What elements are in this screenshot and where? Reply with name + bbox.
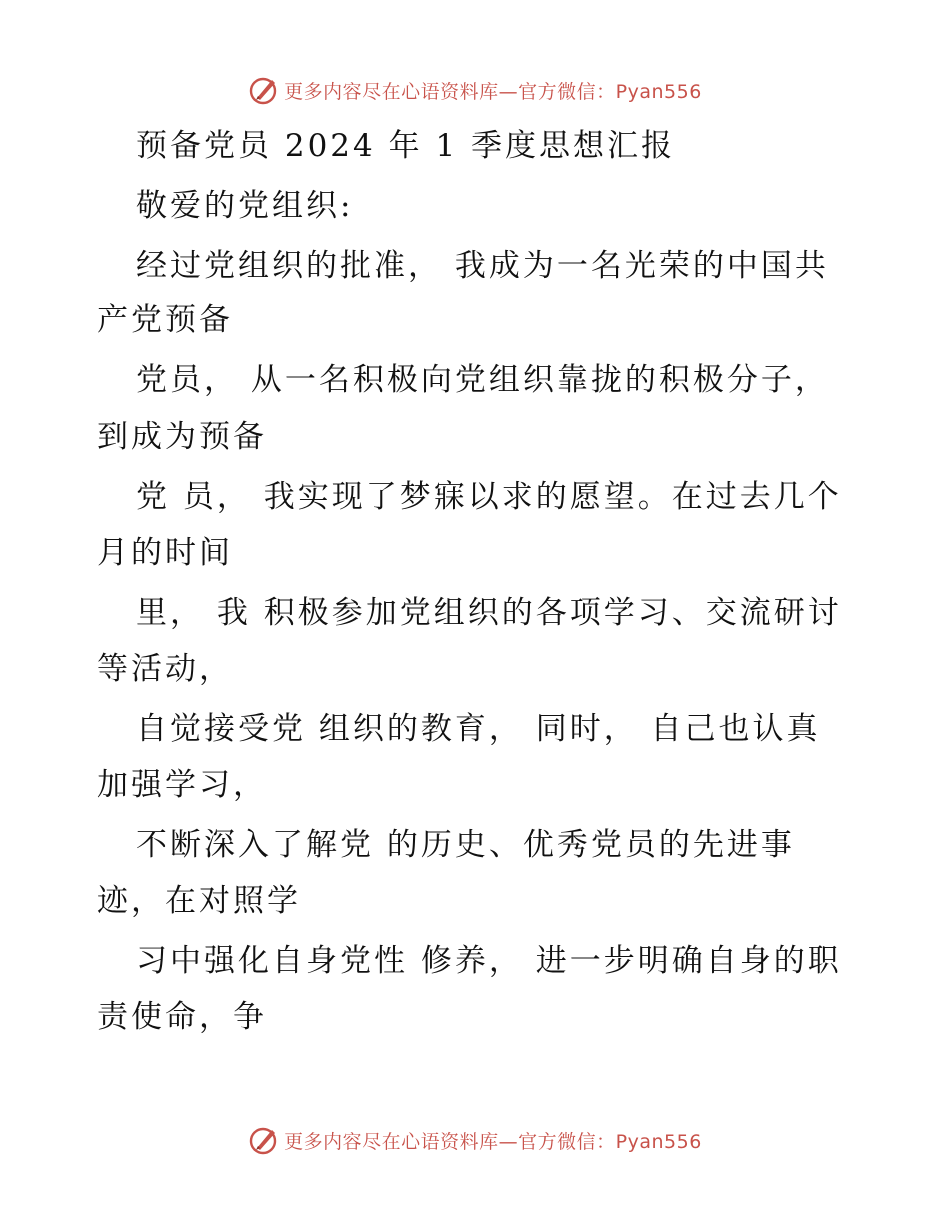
paragraph-line: 党 员， 我实现了梦寐以求的愿望。在过去几个 <box>136 479 842 515</box>
paragraph-line: 等活动， <box>97 651 233 687</box>
watermark-text: 更多内容尽在心语资料库—官方微信：Pyan556 <box>284 1130 702 1153</box>
paragraph-line: 自觉接受党 组织的教育， 同时， 自己也认真 <box>136 711 821 747</box>
paragraph-line: 到成为预备 <box>97 419 267 455</box>
paragraph-line: 加强学习， <box>97 767 267 803</box>
paragraph-line: 经过党组织的批准， 我成为一名光荣的中国共 <box>136 248 829 284</box>
watermark-text: 更多内容尽在心语资料库—官方微信：Pyan556 <box>284 80 702 103</box>
paragraph-line: 责使命，争 <box>97 999 267 1035</box>
paragraph-line: 党员， 从一名积极向党组织靠拢的积极分子， <box>136 362 829 398</box>
quill-logo-icon <box>248 1124 280 1156</box>
paragraph-line: 月的时间 <box>97 535 233 571</box>
paragraph-line: 迹，在对照学 <box>97 883 301 919</box>
paragraph-line: 产党预备 <box>97 302 233 338</box>
paragraph-line: 习中强化自身党性 修养， 进一步明确自身的职 <box>136 943 842 979</box>
footer-watermark <box>0 1118 950 1162</box>
paragraph-line: 里， 我 积极参加党组织的各项学习、交流研讨 <box>136 595 842 631</box>
document-title: 预备党员 2024 年 1 季度思想汇报 <box>136 128 676 164</box>
salutation: 敬爱的党组织: <box>136 188 354 224</box>
paragraph-line: 不断深入了解党 的历史、优秀党员的先进事 <box>136 827 795 863</box>
